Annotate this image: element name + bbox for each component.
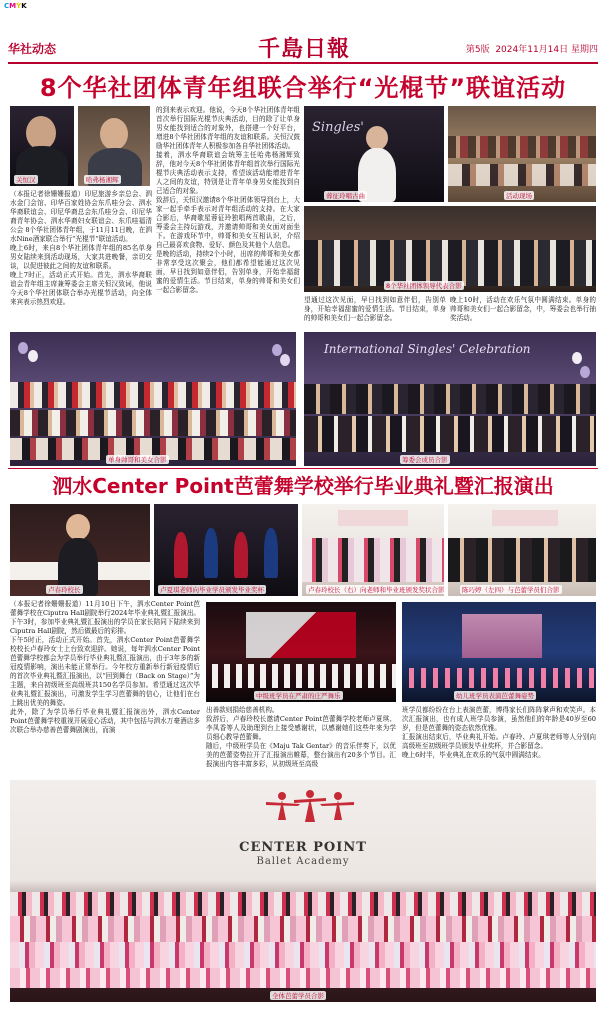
dancers-caption: 卢夏琪老师向毕业学员颁发毕业奖杯	[160, 586, 264, 594]
cmyk-mark: CMYK	[4, 2, 27, 10]
academy-logo-subtitle: Ballet Academy	[256, 856, 350, 867]
performance-photo	[206, 602, 396, 702]
stage-girls-caption: 幼儿班学员表演芭蕾舞姿势	[456, 692, 534, 700]
article1-headline: 8个华社团体青年组联合举行“光棍节”联谊活动	[39, 74, 567, 102]
event-photo	[448, 106, 596, 202]
article1-column-1: （本报记者徐姗姗报道）印尼旅游乡亲总会、泗水金门会馆、印华百家姓协会东爪哇分会、泗水华裔联谊会、印尼华裔总会东爪哇分会、印尼华裔青年协会、泗水华裔妇女联谊会、东爪哇福清公会 8个华社团体青年组，于11月11日晚，在泗水Nine酒家联合举行“光棍节”联谊活动。 晚上6时，来自8个华社团体青年组的85名单身男女陆续来到活动现场，大家共进晚餐，亲切交谈，以促进彼此之间的友谊和联系。 晚上7时正，活动正式开始。首先，泗水华裔联谊会青年组主席兼筹委会主席关恒汉致词，他说今天8个华社团体联合举办光棍节活动，向全体来宾表示热烈欢迎。	[10, 190, 152, 306]
article1-column-3b: 晚上10时，活动在欢乐气氛中圆满结束。单身的帅哥和美女们一起合影留念，中，筹委会也举行抽奖活动。	[450, 296, 596, 322]
leaders-caption: 8个华社团体领导代表合影	[386, 282, 462, 290]
celebration-banner-text: International Singles' Celebration	[324, 342, 531, 356]
group-photo-2	[304, 332, 596, 466]
host-right-photo	[78, 106, 150, 186]
ballet-group-photo	[10, 780, 596, 1002]
ballet-group-caption: 全体芭蕾学员合影	[272, 992, 324, 1000]
page-header	[8, 38, 598, 62]
article2-column-1: （本报记者徐姗姗报道）11月10日下午，泗水Center Point芭蕾舞学校在Ciputra Hall剧院举行2024年毕业典礼暨汇报演出。 下午3时，参加毕业典礼暨汇报演出的学员在家长陪同下陆续来到Ciputra Hall剧院，然后做最后的彩排。 下午5时正，活动正式开始。首先，泗水Center Point芭蕾舞学校校长卢春玲女士上台致欢迎辞。她说，每年泗水Center Point芭蕾舞学校都会为学员举行毕业典礼暨汇报演出，由于3年多的新冠疫情影响，演出未能正常举行。今年校方重新举行新冠疫情后的首次毕业典礼暨汇报演出，以“回到舞台（Back on Stage）”为主题，来自初级班至高级班共150名学员参加。希望通过这次毕业典礼暨汇报演出，可激发学生学习芭蕾舞的信心，让他们在台上跳出优美的舞姿。 此外，除了为学员举行毕业典礼暨汇报演出外，泗水Center Point芭蕾舞学校重视开展爱心活动，其中包括与泗水万豪酒店多次联合举办慈善芭蕾舞剧演出，而演	[10, 600, 200, 734]
host-right-caption: 哈弗杨湘辉	[86, 176, 119, 184]
singer-photo: Singles' 蓉征玲唱古曲	[304, 106, 444, 202]
group-photo-1	[10, 332, 296, 466]
newspaper-masthead: 千島日報	[258, 36, 351, 62]
teachers-photo	[448, 504, 596, 596]
singer-caption: 蓉征玲唱古曲	[326, 192, 365, 200]
principal-photo	[10, 504, 150, 596]
article2-headline: 泗水Center Point芭蕾舞学校举行毕业典礼暨汇报演出	[52, 474, 554, 498]
award-photo	[302, 504, 444, 596]
article1-column-3a: 望通过这次见面，早日找到如意伴侣，告别单身，开始幸福甜蜜的爱情生活。节目结束，单身的帅哥和美女们一起合影留念。	[304, 296, 446, 322]
article2-column-3: 班学员都纷纷在台上表演芭蕾，博得家长们阵阵掌声和欢笑声。本次汇报演出，也有成人班学员参演，虽然他们的年龄是40岁至60岁，但是芭蕾舞的姿态依然优雅。 汇报演出结束后，毕业典礼开始。卢春玲、卢夏琪老师等人分别向高级班至初级班学员颁发毕业奖杯，并合影留念。 晚上6时半，毕业典礼在欢乐的气氛中圆满结束。	[402, 706, 596, 759]
principal-caption: 卢春玲校长	[48, 586, 81, 594]
ballet-dancers-logo-icon	[260, 788, 360, 838]
header-rule	[8, 62, 598, 64]
article2-column-2: 出善款则捐给慈善机构。 致辞后，卢春玲校长邀请Center Point芭蕾舞学校老师卢夏琪、李凤香等人及助理到台上接受感谢状，以感谢她们这些年来为学员细心教导芭蕾舞。 随后，中级班学员在《Maju Tak Gentar》的音乐伴奏下，以优美的芭蕾姿势拉开了汇报演出帷幕，整台演出有20多个节目。汇报演出内容丰富多彩，从初级班至高级	[206, 706, 396, 768]
event-caption: 活动现场	[506, 192, 532, 200]
teachers-caption: 陈巧婷（左四）与芭蕾学员们合影	[462, 586, 560, 594]
issue-date: 2024年11月14日 星期四	[495, 45, 598, 55]
host-left-photo	[10, 106, 74, 186]
performance-caption: 中级班学员在严肃的庄严舞乐	[256, 692, 341, 700]
group-photo-2-caption: 筹委会成员合影	[402, 456, 448, 464]
host-left-caption: 关恒汉	[16, 176, 36, 184]
dancers-photo	[154, 504, 298, 596]
stage-girls-photo	[402, 602, 596, 702]
section-label: 华社动态	[8, 42, 57, 56]
group-photo-1-caption: 单身帅哥和美女合影	[108, 456, 167, 464]
article-divider	[8, 468, 598, 469]
leaders-photo	[304, 206, 596, 292]
award-caption: 卢春玲校长（右）向老师和毕业班颁发奖状合影	[306, 585, 444, 594]
article1-column-2: 的到来表示欢迎。他说，今天8个华社团体青年组首次举行国际光棍节庆典活动，目的除了让单身男女能找到适合的对象外，也搭建一个好平台，增进8个华社团体青年组的友谊和联系。关恒汉鼓励华社团体青年人积极参加各自华社团体活动。 接着，泗水华裔联谊会统筹主任哈弗杨湘辉致辞，他对今天8个华社团体青年组首次举行国际光棍节庆典活动表示支持，希望该活动能增进青年人之间的友谊，特别是让青年单身男女能找到自己适合的对象。 致辞后，关恒汉邀请8个华社团体领导到台上，大家一起手牵手表示对青年组活动的支持。在大家合影后，华裔歌星蓉征玲独唱两首歌曲，之后，筹委会主持玩游戏，并邀请帅哥和美女面对面坐下。在游戏环节中，帅哥和美女互相认识，介绍自己最喜欢食物、爱好、颜色及其他个人信息。 是晚的活动，持续2个小时，出席的帅哥和美女都非常享受这次聚会，他们都希望能通过这次见面，早日找到如意伴侣，告别单身，开始幸福甜蜜的爱情生活。节目结束，单身的帅哥和美女们一起合影留念。	[156, 106, 300, 294]
page-dateline	[466, 42, 598, 55]
academy-logo-title: CENTER POINT	[239, 840, 367, 855]
page-number: 第5版	[465, 45, 490, 55]
